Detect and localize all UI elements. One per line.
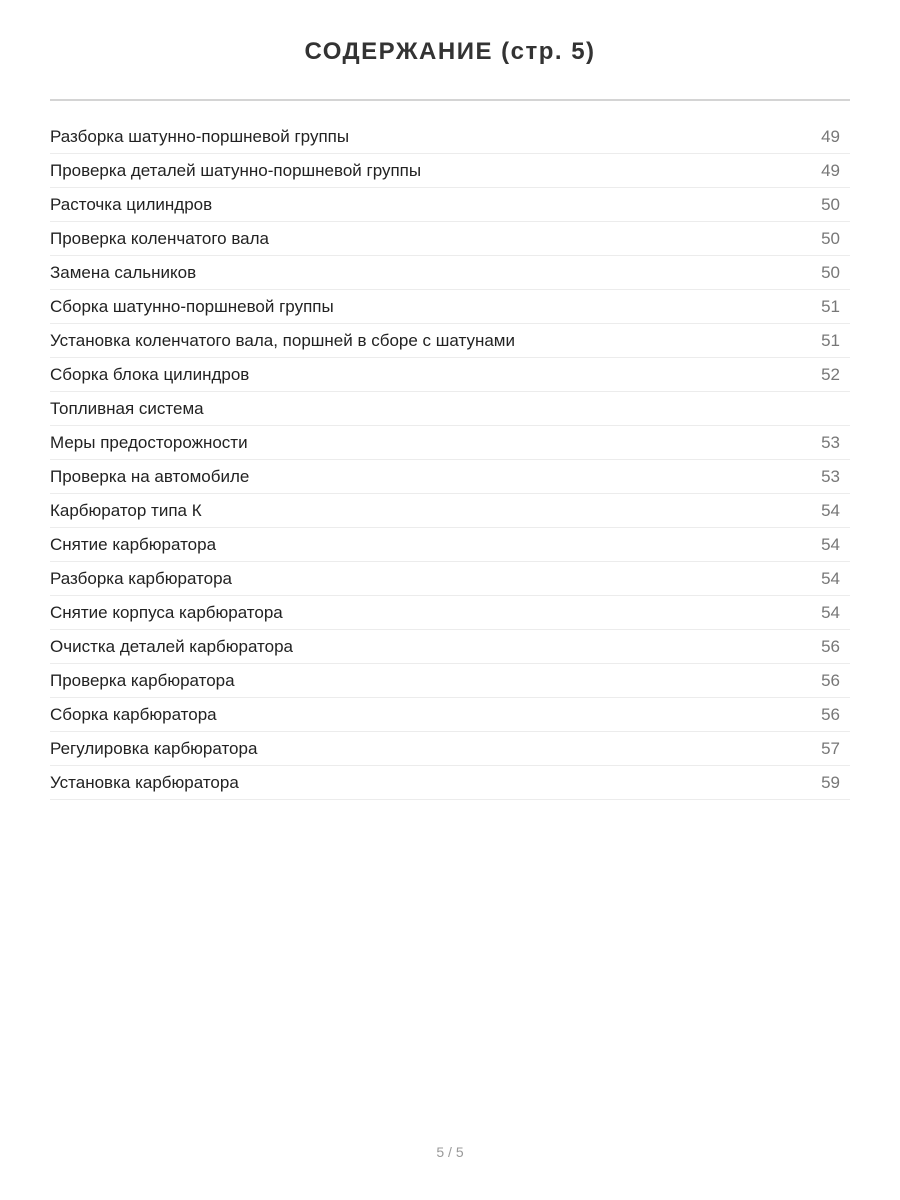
toc-entry-title: Установка карбюратора <box>50 772 239 792</box>
toc-entry-page: 57 <box>821 738 840 758</box>
toc-entry[interactable] <box>50 426 850 460</box>
toc-entry-page: 56 <box>821 704 840 724</box>
toc-entry-page: 59 <box>821 772 840 792</box>
toc-entry[interactable] <box>50 256 850 290</box>
toc-entry-page: 51 <box>821 296 840 316</box>
toc-entry[interactable] <box>50 358 850 392</box>
toc-entry-title: Сборка блока цилиндров <box>50 364 250 384</box>
toc-entry[interactable] <box>50 120 850 154</box>
toc-entry-title: Сборка карбюратора <box>50 704 217 724</box>
toc-entry-page: 54 <box>821 568 840 588</box>
toc-entry[interactable] <box>50 766 850 800</box>
toc-entry-page: 49 <box>821 126 840 146</box>
toc-entry-title: Проверка карбюратора <box>50 670 235 690</box>
toc-entry-page: 53 <box>821 466 840 486</box>
toc-entry[interactable] <box>50 562 850 596</box>
toc-entry[interactable] <box>50 222 850 256</box>
toc-entry-title: Снятие карбюратора <box>50 534 217 554</box>
toc-entry[interactable] <box>50 290 850 324</box>
toc-entry-title: Разборка карбюратора <box>50 568 232 588</box>
toc-entry-page: 54 <box>821 534 840 554</box>
toc-entry-title: Разборка шатунно-поршневой группы <box>50 126 350 146</box>
toc-entry[interactable] <box>50 494 850 528</box>
toc-entry[interactable] <box>50 664 850 698</box>
toc-entry-title: Снятие корпуса карбюратора <box>50 602 283 622</box>
toc-entry-title: Сборка шатунно-поршневой группы <box>50 296 334 316</box>
toc-entry-page: 54 <box>821 602 840 622</box>
toc-entry-page: 50 <box>821 194 840 214</box>
page-title: СОДЕРЖАНИЕ (стр. 5) <box>304 38 596 65</box>
toc-entry-page: 49 <box>821 160 840 180</box>
toc-entry[interactable] <box>50 460 850 494</box>
toc-entry-title: Проверка коленчатого вала <box>50 228 269 248</box>
toc-entry-title: Расточка цилиндров <box>50 194 213 214</box>
toc-entry[interactable] <box>50 596 850 630</box>
toc-entry-title: Замена сальников <box>50 262 197 282</box>
toc-entry[interactable] <box>50 698 850 732</box>
toc-entry-page: 56 <box>821 670 840 690</box>
toc-entry-page: 56 <box>821 636 840 656</box>
toc-list <box>50 120 850 800</box>
toc-entry-title: Проверка на автомобиле <box>50 466 250 486</box>
toc-entry[interactable] <box>50 324 850 358</box>
toc-entry-page: 51 <box>821 330 840 350</box>
toc-entry-title: Меры предосторожности <box>50 432 248 452</box>
toc-entry-page: 50 <box>821 262 840 282</box>
toc-entry-page: 53 <box>821 432 840 452</box>
toc-entry-title: Карбюратор типа К <box>50 500 202 520</box>
toc-entry[interactable] <box>50 154 850 188</box>
toc-section-heading[interactable] <box>50 392 850 426</box>
toc-entry[interactable] <box>50 630 850 664</box>
toc-entry-title: Топливная система <box>50 398 204 418</box>
toc-entry-title: Очистка деталей карбюратора <box>50 636 294 656</box>
toc-entry-page: 52 <box>821 364 840 384</box>
page-number: 5 / 5 <box>436 1144 464 1160</box>
toc-entry-title: Установка коленчатого вала, поршней в сборе с шатунами <box>50 330 515 350</box>
title-divider <box>50 99 850 101</box>
toc-entry-page: 54 <box>821 500 840 520</box>
toc-entry[interactable] <box>50 528 850 562</box>
toc-entry[interactable] <box>50 188 850 222</box>
toc-entry-title: Проверка деталей шатунно-поршневой группы <box>50 160 422 180</box>
toc-entry-page: 50 <box>821 228 840 248</box>
toc-entry-title: Регулировка карбюратора <box>50 738 258 758</box>
toc-entry[interactable] <box>50 732 850 766</box>
